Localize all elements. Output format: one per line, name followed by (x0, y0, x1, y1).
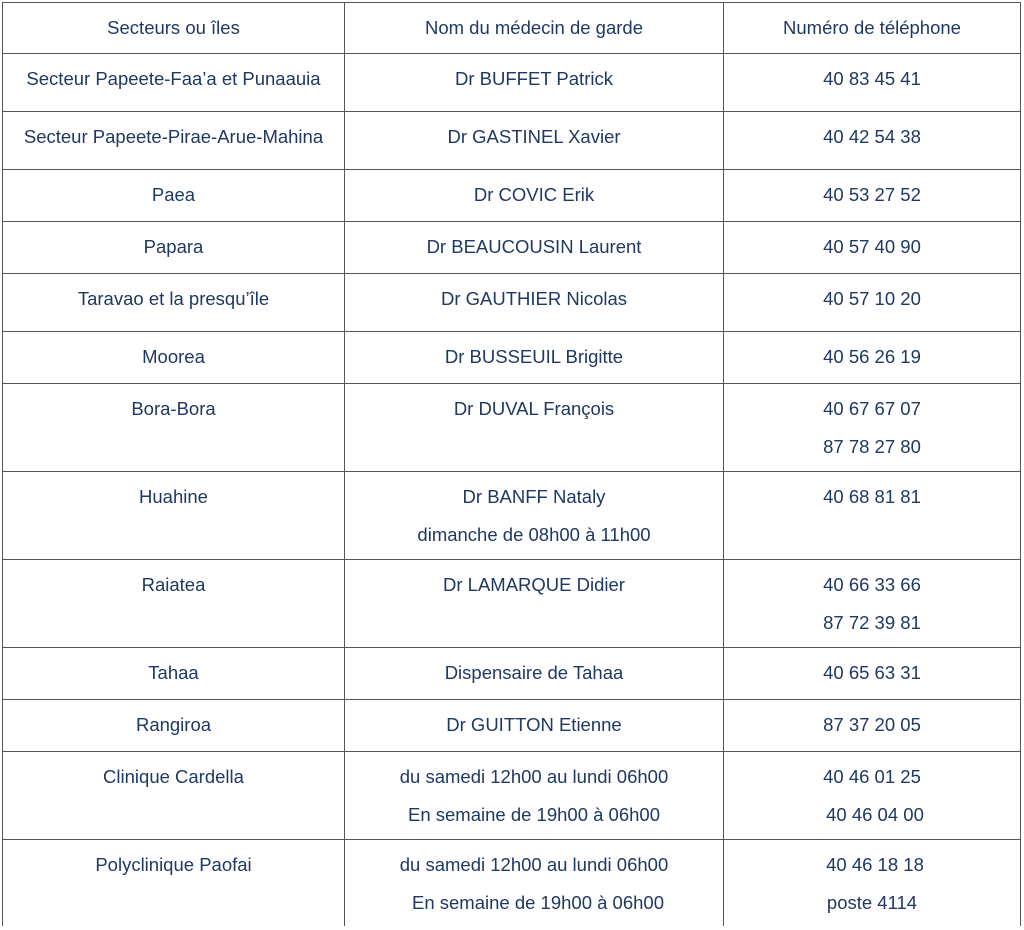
sector-cell (3, 222, 345, 274)
doctor-cell (345, 752, 724, 840)
sector-line: Taravao et la presqu’île (77, 288, 270, 309)
sector-line: Moorea (142, 346, 205, 367)
doctor-line: Dr LAMARQUE Didier (443, 574, 625, 595)
table-row (3, 700, 1021, 752)
doctor-line: Dr GUITTON Etienne (446, 714, 622, 735)
sector-line: Secteur Papeete-Faa’a et Punaauia (26, 68, 321, 89)
sector-cell (3, 472, 345, 560)
phone-cell (724, 332, 1021, 384)
table-row (3, 840, 1021, 927)
phone-line: 87 37 20 05 (823, 714, 921, 735)
phone-line: 40 67 67 07 (823, 398, 921, 419)
table-body (3, 54, 1021, 927)
table-row (3, 222, 1021, 274)
phone-line: 40 53 27 52 (823, 184, 921, 205)
phone-cell (724, 112, 1021, 170)
header-row (3, 3, 1021, 54)
doctor-line: Dr BEAUCOUSIN Laurent (426, 236, 642, 257)
doctor-line: Dr GASTINEL Xavier (447, 126, 621, 147)
doctor-line: Dr COVIC Erik (473, 184, 595, 205)
table-header (3, 3, 1021, 54)
sector-cell (3, 332, 345, 384)
doctor-cell (345, 274, 724, 332)
sector-cell (3, 54, 345, 112)
sector-cell (3, 560, 345, 648)
table-row (3, 274, 1021, 332)
phone-cell (724, 560, 1021, 648)
table-row (3, 170, 1021, 222)
doctor-line: Dr BUSSEUIL Brigitte (444, 346, 624, 367)
sector-line: Clinique Cardella (103, 766, 244, 787)
sector-cell (3, 170, 345, 222)
phone-cell (724, 170, 1021, 222)
doctor-cell (345, 700, 724, 752)
sector-line: Paea (151, 184, 196, 205)
sector-cell (3, 752, 345, 840)
sector-line: Bora-Bora (131, 398, 216, 419)
phone-cell (724, 54, 1021, 112)
sector-line: Rangiroa (135, 714, 212, 735)
doctor-line: Dispensaire de Tahaa (444, 662, 624, 683)
phone-line: 40 68 81 81 (823, 486, 921, 507)
phone-line: poste 4114 (826, 892, 918, 913)
doctor-line: Dr BANFF Nataly (462, 486, 606, 507)
table-row (3, 560, 1021, 648)
doctor-cell (345, 648, 724, 700)
table-row (3, 54, 1021, 112)
doctor-cell (345, 54, 724, 112)
doctor-cell (345, 112, 724, 170)
doctor-cell (345, 332, 724, 384)
sector-line: Tahaa (148, 662, 199, 683)
doctor-line: Dr BUFFET Patrick (455, 68, 613, 89)
header-doctor: Nom du médecin de garde (345, 3, 724, 54)
doctor-line: du samedi 12h00 au lundi 06h00 (399, 766, 669, 787)
table-row (3, 332, 1021, 384)
phone-line: 40 83 45 41 (823, 68, 921, 89)
phone-cell (724, 472, 1021, 560)
doctor-line: En semaine de 19h00 à 06h00 (411, 892, 664, 913)
sector-line: Polyclinique Paofai (95, 854, 252, 875)
sector-cell (3, 700, 345, 752)
phone-line: 40 57 40 90 (823, 236, 921, 257)
table-row (3, 648, 1021, 700)
phone-line: 40 46 18 18 (826, 854, 924, 875)
sector-line: Raiatea (141, 574, 206, 595)
doctor-cell (345, 384, 724, 472)
phone-line: 40 46 01 25 (823, 766, 921, 787)
phone-cell (724, 384, 1021, 472)
phone-line: 40 46 04 00 (826, 804, 924, 825)
phone-line: 40 66 33 66 (823, 574, 921, 595)
header-phone: Numéro de téléphone (724, 3, 1021, 54)
phone-line: 40 65 63 31 (823, 662, 921, 683)
table-row (3, 112, 1021, 170)
phone-cell (724, 700, 1021, 752)
sector-line: Papara (143, 236, 204, 257)
phone-cell (724, 840, 1021, 927)
header-sector: Secteurs ou îles (3, 3, 345, 54)
table-row (3, 472, 1021, 560)
table-row (3, 752, 1021, 840)
phone-line: 40 57 10 20 (823, 288, 921, 309)
doctor-line: dimanche de 08h00 à 11h00 (417, 524, 651, 545)
sector-line: Huahine (139, 486, 208, 507)
doctor-cell (345, 222, 724, 274)
doctor-cell (345, 170, 724, 222)
phone-cell (724, 274, 1021, 332)
phone-cell (724, 752, 1021, 840)
phone-cell (724, 648, 1021, 700)
doctor-line: du samedi 12h00 au lundi 06h00 (399, 854, 669, 875)
doctor-cell (345, 472, 724, 560)
sector-cell (3, 384, 345, 472)
phone-line: 87 72 39 81 (823, 612, 921, 633)
sector-line: Secteur Papeete-Pirae-Arue-Mahina (23, 126, 324, 147)
table-row (3, 384, 1021, 472)
sector-cell (3, 840, 345, 927)
doctor-line: En semaine de 19h00 à 06h00 (407, 804, 660, 825)
doctor-cell (345, 840, 724, 927)
doctor-line: Dr GAUTHIER Nicolas (440, 288, 628, 309)
sector-cell (3, 112, 345, 170)
on-call-doctors-table (2, 2, 1021, 926)
sector-cell (3, 274, 345, 332)
phone-cell (724, 222, 1021, 274)
phone-line: 40 56 26 19 (823, 346, 921, 367)
doctor-line: Dr DUVAL François (453, 398, 615, 419)
phone-line: 87 78 27 80 (823, 436, 921, 457)
sector-cell (3, 648, 345, 700)
doctor-cell (345, 560, 724, 648)
phone-line: 40 42 54 38 (823, 126, 921, 147)
